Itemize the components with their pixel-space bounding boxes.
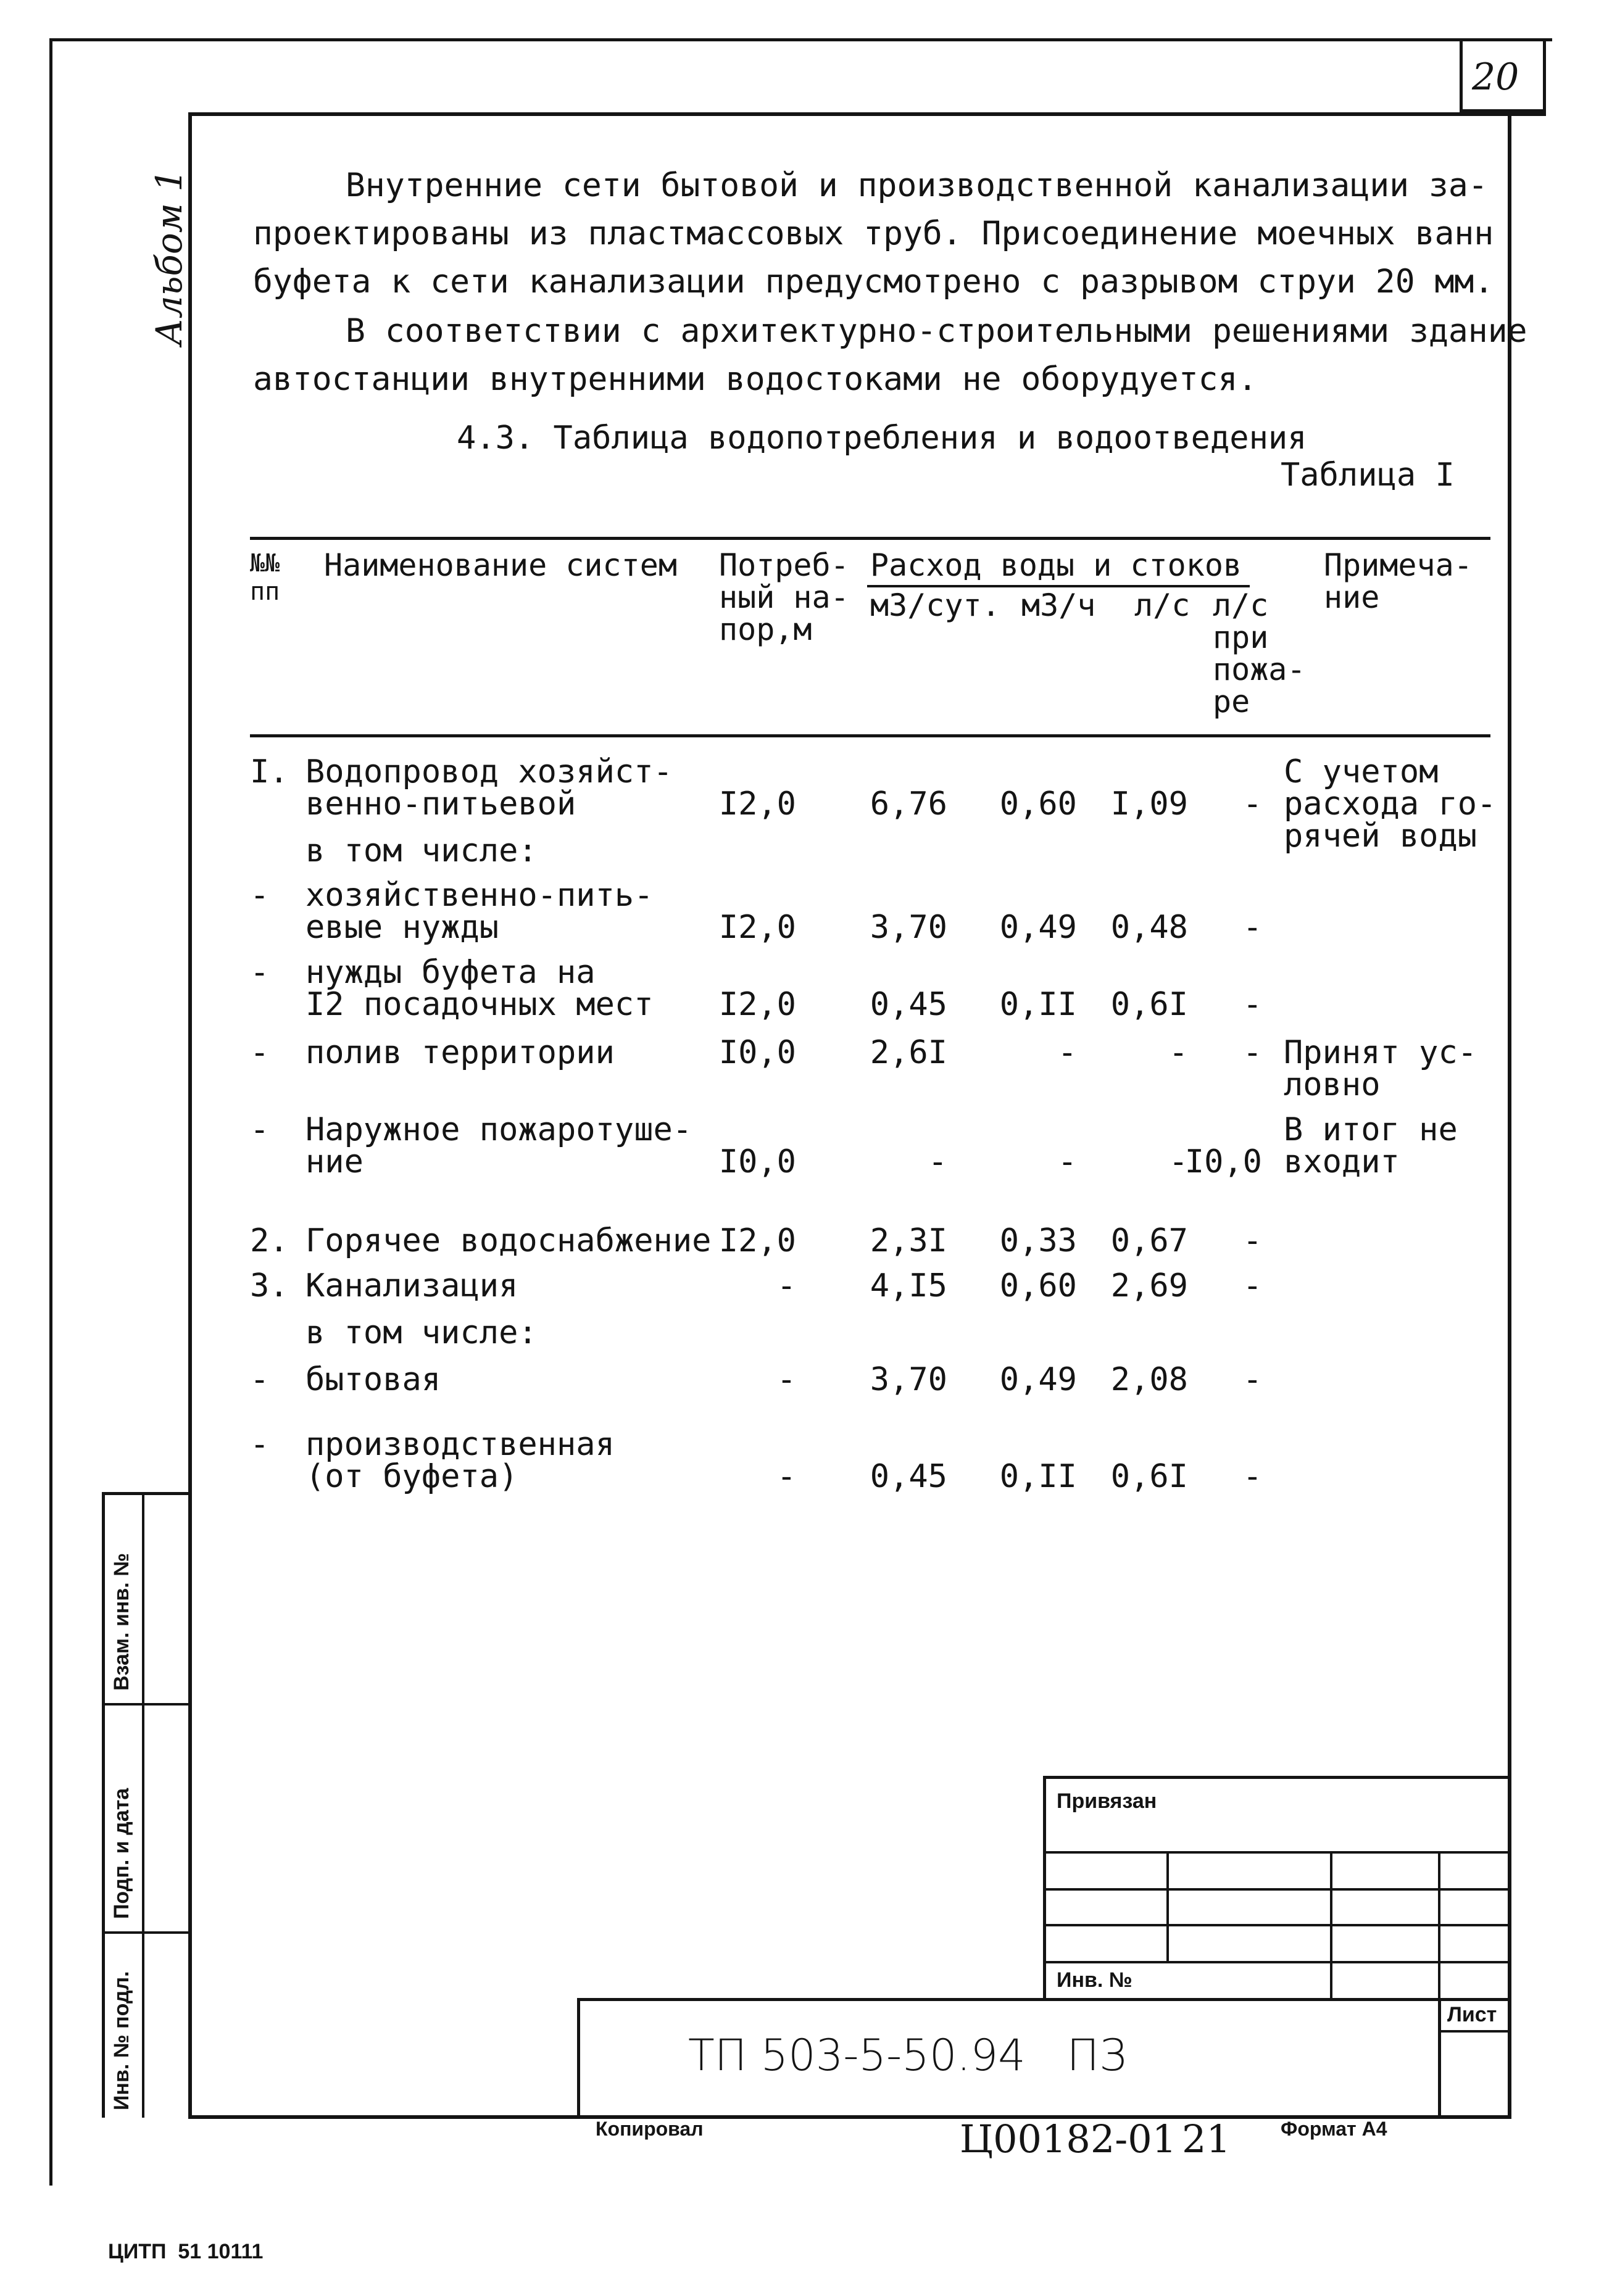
side-label-replace-inv: Взам. инв. № <box>110 1552 133 1691</box>
outer-frame-left <box>49 38 52 2186</box>
row-m3-h: - <box>1057 1143 1077 1180</box>
sheet-label: Лист <box>1447 2003 1497 2026</box>
row-fire: - <box>1242 1267 1262 1304</box>
row-pressure: I2,0 <box>718 785 796 823</box>
bound-box-left <box>1043 1776 1046 1998</box>
row-m3-day: 3,70 <box>870 1361 947 1398</box>
header-name <box>324 549 677 581</box>
row-l-s: - <box>1168 1143 1188 1180</box>
header-l-s <box>1134 589 1190 621</box>
row-pressure: I2,0 <box>718 1222 796 1259</box>
row-num: - <box>250 1034 270 1071</box>
row-name-line: бытовая <box>305 1361 441 1398</box>
row-name-line: венно-питьевой <box>305 785 576 823</box>
row-note-line: расхода го- <box>1284 785 1497 823</box>
header-l-s-fire-line-3: пожа- <box>1213 652 1306 687</box>
row-pressure: - <box>776 1458 796 1495</box>
doc-code: ТП 503-5-50.94 ПЗ <box>688 2030 1127 2081</box>
row-name-line: евые нужды <box>305 909 499 946</box>
row-num: 2. <box>250 1222 289 1259</box>
copied-label: Копировал <box>596 2118 704 2140</box>
header-name-text: Наименование систем <box>324 547 677 583</box>
header-num <box>250 549 280 606</box>
header-l-s-fire <box>1213 589 1306 718</box>
row-note-line: рячей воды <box>1284 818 1477 855</box>
header-note <box>1324 549 1473 613</box>
table-label: Таблица I <box>1281 457 1455 494</box>
table-top-rule <box>250 537 1490 540</box>
side-label-inv-orig: Инв. № подл. <box>110 1971 133 2110</box>
bound-col-1 <box>1166 1851 1169 1962</box>
row-pressure: I0,0 <box>718 1143 796 1180</box>
inner-frame-top <box>188 112 1546 116</box>
row-m3-h: 0,II <box>999 1458 1077 1495</box>
row-num: - <box>250 1426 270 1463</box>
row-name-line: производственная <box>305 1426 615 1463</box>
header-flow-group <box>870 549 1242 581</box>
inv-label: Инв. № <box>1057 1968 1132 1992</box>
title-block-left <box>577 1998 580 2118</box>
row-m3-h: 0,II <box>999 986 1077 1023</box>
row-name-line: полив территории <box>305 1034 615 1071</box>
row-m3-h: 0,49 <box>999 909 1077 946</box>
row-pressure: - <box>776 1267 796 1304</box>
row-l-s: 0,6I <box>1110 1458 1188 1495</box>
printer-code: ЦИТП 51 10111 <box>108 2240 264 2263</box>
bound-box-top <box>1043 1776 1509 1779</box>
row-m3-day: 2,6I <box>870 1034 947 1071</box>
row-fire: - <box>1242 1034 1262 1071</box>
row-fire: - <box>1242 986 1262 1023</box>
format-label: Формат А4 <box>1281 2118 1387 2140</box>
header-m3-h-text: м3/ч <box>1021 587 1096 623</box>
row-m3-h: 0,60 <box>999 1267 1077 1304</box>
bound-col-2 <box>1330 1851 1332 1998</box>
row-pressure: - <box>776 1361 796 1398</box>
row-name-line: в том числе: <box>305 1314 538 1351</box>
header-pressure-line-1: Потреб- <box>719 547 849 583</box>
row-name-line: (от буфета) <box>305 1458 518 1495</box>
row-fire: - <box>1242 785 1262 823</box>
row-pressure: I2,0 <box>718 986 796 1023</box>
row-num: - <box>250 1111 270 1148</box>
bound-label: Привязан <box>1057 1789 1157 1813</box>
row-m3-day: - <box>928 1143 947 1180</box>
row-m3-day: 4,I5 <box>870 1267 947 1304</box>
row-fire: - <box>1242 1222 1262 1259</box>
side-stamp-row-2 <box>102 1931 191 1934</box>
intro-p2-line-2: автостанции внутренними водостоками не оборудуется. <box>253 360 1258 398</box>
intro-paragraph-1 <box>253 162 1494 306</box>
row-fire: - <box>1242 909 1262 946</box>
bound-col-3 <box>1438 1851 1440 1998</box>
row-name-line: ние <box>305 1143 364 1180</box>
row-l-s: - <box>1168 1034 1188 1071</box>
table-header-bottom-rule <box>250 734 1490 737</box>
row-name-line: Горячее водоснабжение <box>305 1222 712 1259</box>
row-num: I. <box>250 753 289 790</box>
row-name-line: в том числе: <box>305 832 538 869</box>
side-stamp-top <box>102 1492 191 1495</box>
row-num: 3. <box>250 1267 289 1304</box>
side-stamp-row-1 <box>102 1703 191 1705</box>
row-l-s: I,09 <box>1110 785 1188 823</box>
side-label-sign-date: Подп. и дата <box>110 1788 133 1919</box>
header-l-s-text: л/с <box>1134 587 1191 623</box>
header-m3-h <box>1021 589 1095 621</box>
intro-p1-line-1: Внутренние сети бытовой и производственной канализации за- <box>346 167 1488 204</box>
side-stamp-left <box>102 1492 105 2118</box>
row-fire: - <box>1242 1458 1262 1495</box>
intro-p1-line-2: проектированы из пластмассовых труб. Присоединение моечных ванн <box>253 215 1494 252</box>
row-m3-day: 6,76 <box>870 785 947 823</box>
intro-p1-line-3: буфета к сети канализации предусмотрено с разрывом струи 20 мм. <box>253 263 1494 300</box>
row-m3-day: 3,70 <box>870 909 947 946</box>
row-m3-day: 0,45 <box>870 986 947 1023</box>
header-pressure-line-3: пор,м <box>719 611 812 647</box>
row-num: - <box>250 1361 270 1398</box>
row-note-line: ловно <box>1284 1066 1381 1103</box>
row-l-s: 0,67 <box>1110 1222 1188 1259</box>
inner-frame-left <box>188 112 192 2118</box>
header-m3-day <box>870 589 1000 621</box>
sheet-col-left <box>1438 1998 1441 2118</box>
side-stamp-divider <box>142 1492 144 2118</box>
header-pressure-line-2: ный на- <box>719 579 849 615</box>
header-m3-day-text: м3/сут. <box>870 587 1000 623</box>
header-l-s-fire-line-1: л/с <box>1213 587 1269 623</box>
row-note-line: С учетом <box>1284 753 1439 790</box>
row-num: - <box>250 954 270 991</box>
stamp-page: 21 <box>1182 2116 1231 2161</box>
row-name-line: Водопровод хозяйст- <box>305 753 673 790</box>
outer-frame-top <box>49 38 1552 41</box>
row-note-line: Принят ус- <box>1284 1034 1477 1071</box>
header-l-s-fire-line-4: ре <box>1213 684 1250 719</box>
row-note-line: входит <box>1284 1143 1400 1180</box>
album-label: Альбом 1 <box>148 168 190 346</box>
header-num-line-2: пп <box>250 578 280 606</box>
header-note-line-2: ние <box>1324 579 1380 615</box>
row-note-line: В итог не <box>1284 1111 1458 1148</box>
row-name-line: хозяйственно-пить- <box>305 877 654 914</box>
stamp-code: Ц00182-01 <box>960 2116 1177 2161</box>
row-l-s: 0,6I <box>1110 986 1188 1023</box>
row-name-line: Канализация <box>305 1267 518 1304</box>
row-l-s: 2,08 <box>1110 1361 1188 1398</box>
intro-p2-line-1: В соответствии с архитектурно-строительными решениями здание <box>346 312 1527 350</box>
row-l-s: 0,48 <box>1110 909 1188 946</box>
header-pressure <box>719 549 849 645</box>
row-m3-h: 0,33 <box>999 1222 1077 1259</box>
row-name-line: нужды буфета на <box>305 954 596 991</box>
row-name-line: I2 посадочных мест <box>305 986 654 1023</box>
header-l-s-fire-line-2: при <box>1213 620 1269 655</box>
row-name-line: Наружное пожаротуше- <box>305 1111 692 1148</box>
row-m3-h: - <box>1057 1034 1077 1071</box>
row-pressure: I0,0 <box>718 1034 796 1071</box>
row-m3-h: 0,49 <box>999 1361 1077 1398</box>
inner-frame-right <box>1508 112 1511 2118</box>
row-m3-day: 0,45 <box>870 1458 947 1495</box>
header-num-line-1: №№ <box>250 549 280 578</box>
row-l-s: 2,69 <box>1110 1267 1188 1304</box>
row-pressure: I2,0 <box>718 909 796 946</box>
title-block-top <box>577 1998 1509 2001</box>
sheet-row <box>1438 2030 1509 2033</box>
intro-paragraph-2 <box>253 307 1527 404</box>
header-flow-group-text: Расход воды и стоков <box>870 547 1242 583</box>
row-fire: - <box>1242 1361 1262 1398</box>
row-m3-day: 2,3I <box>870 1222 947 1259</box>
page-number: 20 <box>1472 56 1519 99</box>
row-m3-h: 0,60 <box>999 785 1077 823</box>
row-fire: I0,0 <box>1184 1143 1262 1180</box>
section-title: 4.3. Таблица водопотребления и водоотведения <box>457 420 1307 457</box>
header-note-line-1: Примеча- <box>1324 547 1473 583</box>
row-num: - <box>250 877 270 914</box>
